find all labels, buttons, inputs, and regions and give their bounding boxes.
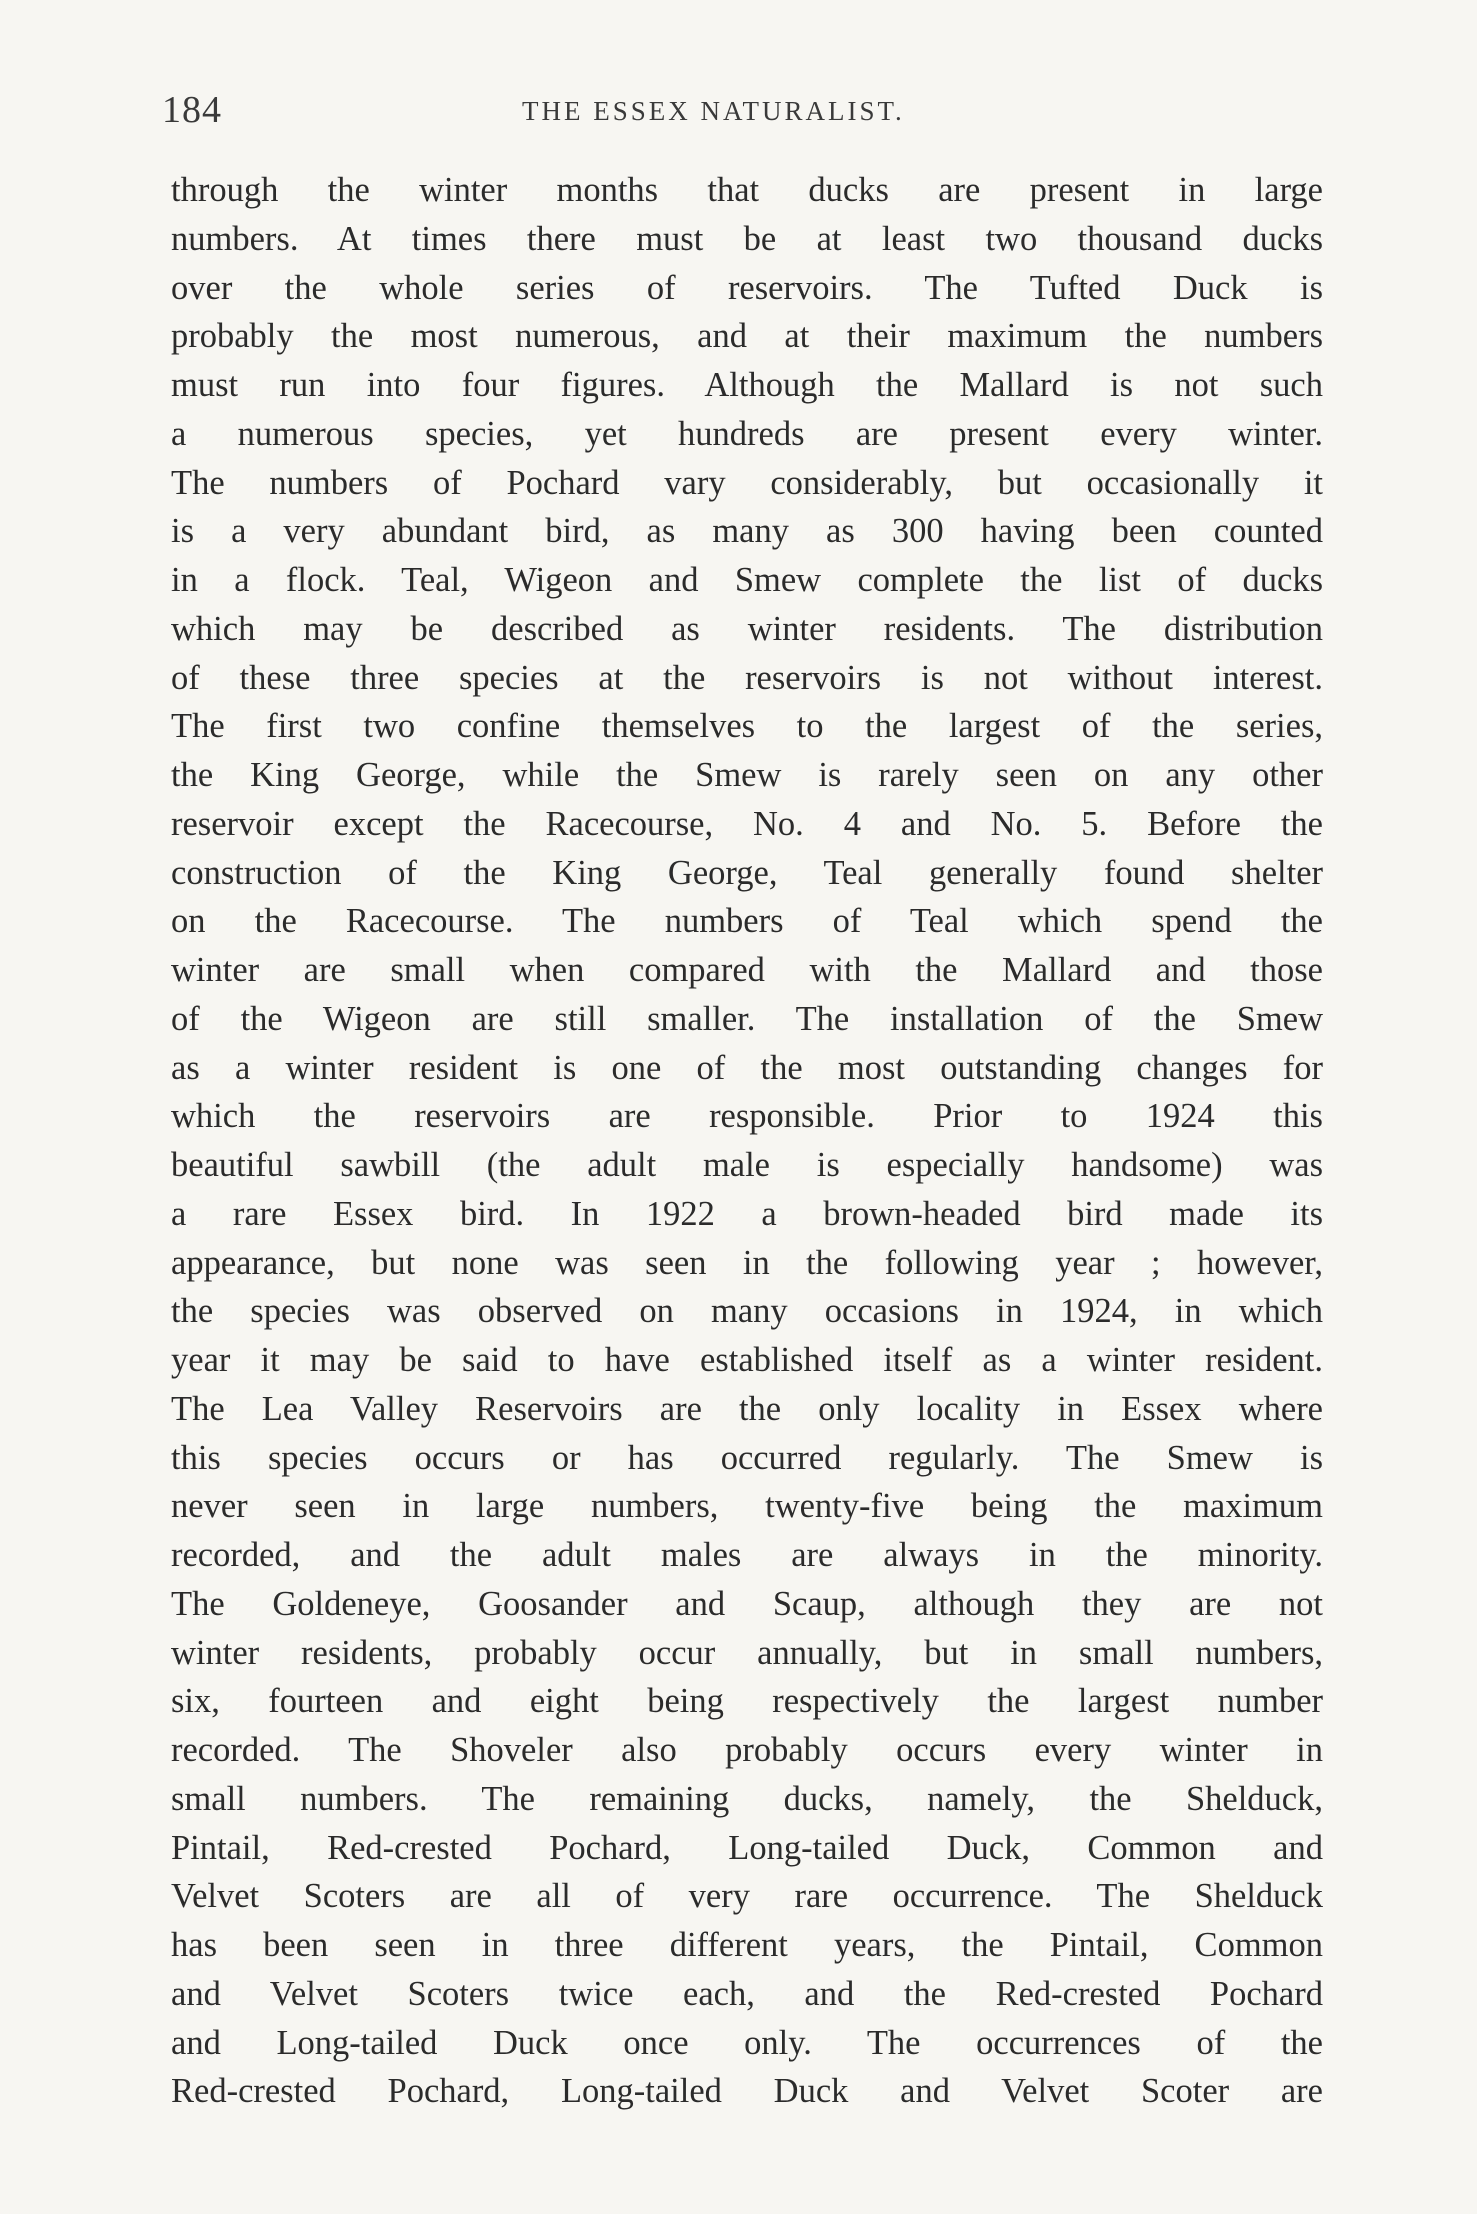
running-head: THE ESSEX NATURALIST. [522, 96, 905, 126]
text-line: The Goldeneye, Goosander and Scaup, although they are not [171, 1584, 1323, 1623]
text-line: winter residents, probably occur annually, but in small numbers, [171, 1633, 1323, 1672]
text-line: is a very abundant bird, as many as 300 having been counted [171, 512, 1323, 551]
text-line: of the Wigeon are still smaller. The installation of the Smew [171, 999, 1323, 1038]
text-line: a rare Essex bird. In 1922 a brown-headed bird made its [171, 1194, 1323, 1233]
text-line: probably the most numerous, and at their maximum the numbers [171, 317, 1323, 356]
text-line: a numerous species, yet hundreds are present every winter. [171, 414, 1323, 453]
text-line: in a flock. Teal, Wigeon and Smew complete the list of ducks [171, 561, 1323, 599]
text-line: The Lea Valley Reservoirs are the only locality in Essex where [171, 1389, 1323, 1428]
text-line: must run into four figures. Although the Mallard is not such [171, 366, 1323, 404]
text-line: six, fourteen and eight being respectively the largest number [171, 1682, 1323, 1721]
text-line: construction of the King George, Teal generally found shelter [171, 853, 1323, 892]
text-line: small numbers. The remaining ducks, namely, the Shelduck, [171, 1779, 1323, 1818]
text-line: recorded. The Shoveler also probably occurs every winter in [171, 1731, 1323, 1769]
text-line: over the whole series of reservoirs. The Tufted Duck is [171, 268, 1323, 307]
text-line: Pintail, Red-crested Pochard, Long-tailed Duck, Common and [171, 1828, 1323, 1867]
text-line: and Velvet Scoters twice each, and the Red-crested Pochard [171, 1974, 1323, 2013]
text-line: Red-crested Pochard, Long-tailed Duck and Velvet Scoter are [171, 2072, 1323, 2111]
text-line: beautiful sawbill (the adult male is especially handsome) was [171, 1146, 1323, 1184]
text-line: appearance, but none was seen in the following year ; however, [171, 1243, 1323, 1282]
text-line: winter are small when compared with the Mallard and those [171, 951, 1323, 989]
text-line: The numbers of Pochard vary considerably, but occasionally it [171, 463, 1323, 502]
text-line: as a winter resident is one of the most outstanding changes for [171, 1048, 1323, 1087]
text-line: has been seen in three different years, the Pintail, Common [171, 1926, 1323, 1964]
text-line: never seen in large numbers, twenty-five being the maximum [171, 1487, 1323, 1526]
text-line: Velvet Scoters are all of very rare occurrence. The Shelduck [171, 1877, 1323, 1916]
text-line: the species was observed on many occasions in 1924, in which [171, 1292, 1323, 1331]
text-line: reservoir except the Racecourse, No. 4 and No. 5. Before the [171, 804, 1323, 843]
text-line: recorded, and the adult males are always in the minority. [171, 1536, 1323, 1574]
text-line: this species occurs or has occurred regularly. The Smew is [171, 1438, 1323, 1477]
text-line: of these three species at the reservoirs is not without interest. [171, 658, 1323, 697]
text-line: on the Racecourse. The numbers of Teal which spend the [171, 902, 1323, 941]
text-line: The first two confine themselves to the largest of the series, [171, 707, 1323, 746]
text-line: which the reservoirs are responsible. Prior to 1924 this [171, 1097, 1323, 1136]
text-line: the King George, while the Smew is rarely seen on any other [171, 756, 1323, 794]
text-line: which may be described as winter residents. The distribution [171, 609, 1323, 648]
text-line: year it may be said to have established itself as a winter resident. [171, 1341, 1323, 1379]
text-line: and Long-tailed Duck once only. The occurrences of the [171, 2023, 1323, 2062]
body-text [171, 166, 1323, 2116]
page-number: 184 [162, 89, 222, 131]
text-line: numbers. At times there must be at least two thousand ducks [171, 219, 1323, 258]
text-line: through the winter months that ducks are present in large [171, 171, 1323, 209]
